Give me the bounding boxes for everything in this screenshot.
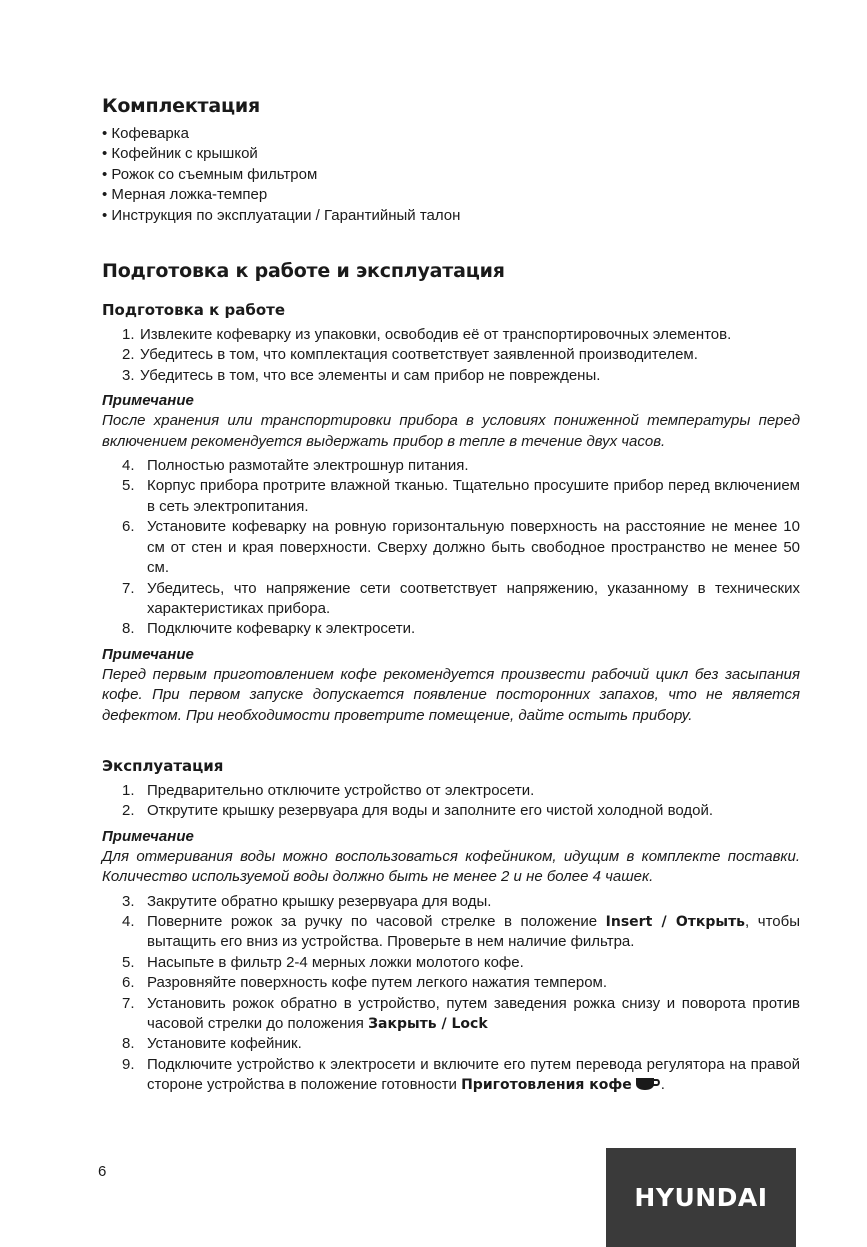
step-number: 3.	[122, 366, 135, 384]
step-number: 6.	[122, 518, 135, 536]
manual-page	[102, 92, 800, 1098]
list-item: • Инструкция по эксплуатации / Гарантийный талон	[102, 206, 800, 226]
step-text: Полностью размотайте электрошнур питания.	[147, 457, 469, 475]
step-number: 1.	[122, 781, 135, 799]
note-text: Для отмеривания воды можно воспользоваться кофейником, идущим в комплекте поставки. Количество используемой воды должно быть не менее 2 и не более 4 чашек.	[102, 847, 800, 886]
step-number: 9.	[122, 1055, 135, 1073]
list-item	[102, 579, 800, 620]
brand-logo	[606, 1148, 796, 1247]
step-number: 6.	[122, 974, 135, 992]
prep-steps-b	[102, 456, 800, 640]
step-text: Убедитесь в том, что все элементы и сам прибор не повреждены.	[140, 366, 601, 384]
step-text: Подключите устройство к электросети и включите его путем перевода регулятора на правой стороне устройства в положение готовности	[147, 1055, 800, 1094]
step-number: 4.	[122, 457, 135, 475]
step-number: 5.	[122, 953, 135, 971]
step-text: Убедитесь в том, что комплектация соответствует заявленной производителем.	[140, 346, 698, 364]
step-text: Подключите кофеварку к электросети.	[147, 620, 416, 638]
list-item	[102, 912, 800, 953]
list-item: • Кофейник с крышкой	[102, 144, 800, 164]
list-item	[102, 619, 800, 639]
step-text: Разровняйте поверхность кофе путем легкого нажатия темпером.	[147, 974, 608, 992]
coffee-cup-icon	[635, 1076, 661, 1097]
list-item	[102, 892, 800, 912]
list-item	[102, 476, 800, 517]
list-item: • Рожок со съемным фильтром	[102, 165, 800, 185]
usage-steps-a	[102, 781, 800, 822]
position-label: Insert / Открыть	[605, 913, 746, 930]
step-text: Убедитесь, что напряжение сети соответствует напряжению, указанному в технических характеристиках прибора.	[147, 579, 800, 617]
step-number: 2.	[122, 802, 135, 820]
step-text: Насыпьте в фильтр 2-4 мерных ложки молотого кофе.	[147, 953, 524, 971]
brand-name: HYUNDAI	[634, 1183, 768, 1212]
step-number: 5.	[122, 477, 135, 495]
position-label: Закрыть / Lock	[368, 1016, 488, 1032]
step-text: Установить рожок обратно в устройство, путем заведения рожка снизу и поворота против часовой стрелки до положения	[147, 994, 800, 1032]
list-item	[102, 345, 800, 365]
step-number: 7.	[122, 579, 135, 597]
usage-steps-b	[102, 892, 800, 1098]
step-number: 8.	[122, 620, 135, 638]
list-item	[102, 801, 800, 821]
list-item: • Мерная ложка-темпер	[102, 185, 800, 205]
step-text: Установите кофеварку на ровную горизонтальную поверхность на расстояние не менее 10 см от стен и края поверхности. Сверху должно быть свободное пространство не менее 50 см.	[147, 518, 800, 577]
note-title: Примечание	[102, 827, 194, 845]
note-title: Примечание	[102, 392, 194, 410]
prep-steps-a	[102, 325, 800, 386]
step-text: .	[660, 1076, 665, 1094]
list-item	[102, 994, 800, 1035]
step-number: 8.	[122, 1035, 135, 1053]
note-text: Перед первым приготовлением кофе рекомендуется произвести рабочий цикл без засыпания кофе. При первом запуске допускается появление посторонних запахов, что не является дефектом. При необходимости проветрите помещение, дайте остыть прибору.	[102, 665, 800, 724]
prep-subheading: Подготовка к работе	[102, 301, 286, 320]
page-number: 6	[98, 1163, 107, 1180]
note-text: После хранения или транспортировки прибора в условиях пониженной температуры перед включением рекомендуется выдержать прибор в тепле в течение двух часов.	[102, 412, 800, 450]
step-number: 2.	[122, 346, 135, 364]
step-text: Открутите крышку резервуара для воды и заполните его чистой холодной водой.	[147, 802, 714, 820]
step-text: , чтобы вытащить его вниз из устройства. Проверьте в нем наличие фильтра.	[147, 912, 800, 951]
list-item	[102, 1055, 800, 1098]
list-item	[102, 366, 800, 386]
position-label: Приготовления кофе	[461, 1077, 632, 1094]
kit-list	[102, 124, 800, 226]
kit-heading: Комплектация	[102, 95, 260, 117]
list-item	[102, 953, 800, 973]
list-item	[102, 781, 800, 801]
list-item	[102, 325, 800, 345]
step-number: 7.	[122, 994, 135, 1012]
list-item	[102, 1034, 800, 1054]
step-text: Установите кофейник.	[147, 1035, 302, 1053]
list-item	[102, 456, 800, 476]
step-text: Закрутите обратно крышку резервуара для воды.	[147, 892, 492, 910]
step-text: Предварительно отключите устройство от электросети.	[147, 781, 535, 799]
usage-subheading: Эксплуатация	[102, 756, 224, 775]
list-item	[102, 973, 800, 993]
step-text: Корпус прибора протрите влажной тканью. Тщательно просушите прибор перед включением в сеть электропитания.	[147, 477, 800, 515]
prep-heading: Подготовка к работе и эксплуатация	[102, 260, 505, 283]
note-title: Примечание	[102, 645, 194, 663]
step-number: 3.	[122, 892, 135, 910]
step-number: 1.	[122, 326, 135, 344]
step-text: Извлеките кофеварку из упаковки, освободив её от транспортировочных элементов.	[140, 326, 732, 344]
list-item	[102, 517, 800, 578]
list-item: • Кофеварка	[102, 124, 800, 144]
step-number: 4.	[122, 912, 135, 930]
step-text: Поверните рожок за ручку по часовой стрелке в положение	[147, 912, 606, 930]
